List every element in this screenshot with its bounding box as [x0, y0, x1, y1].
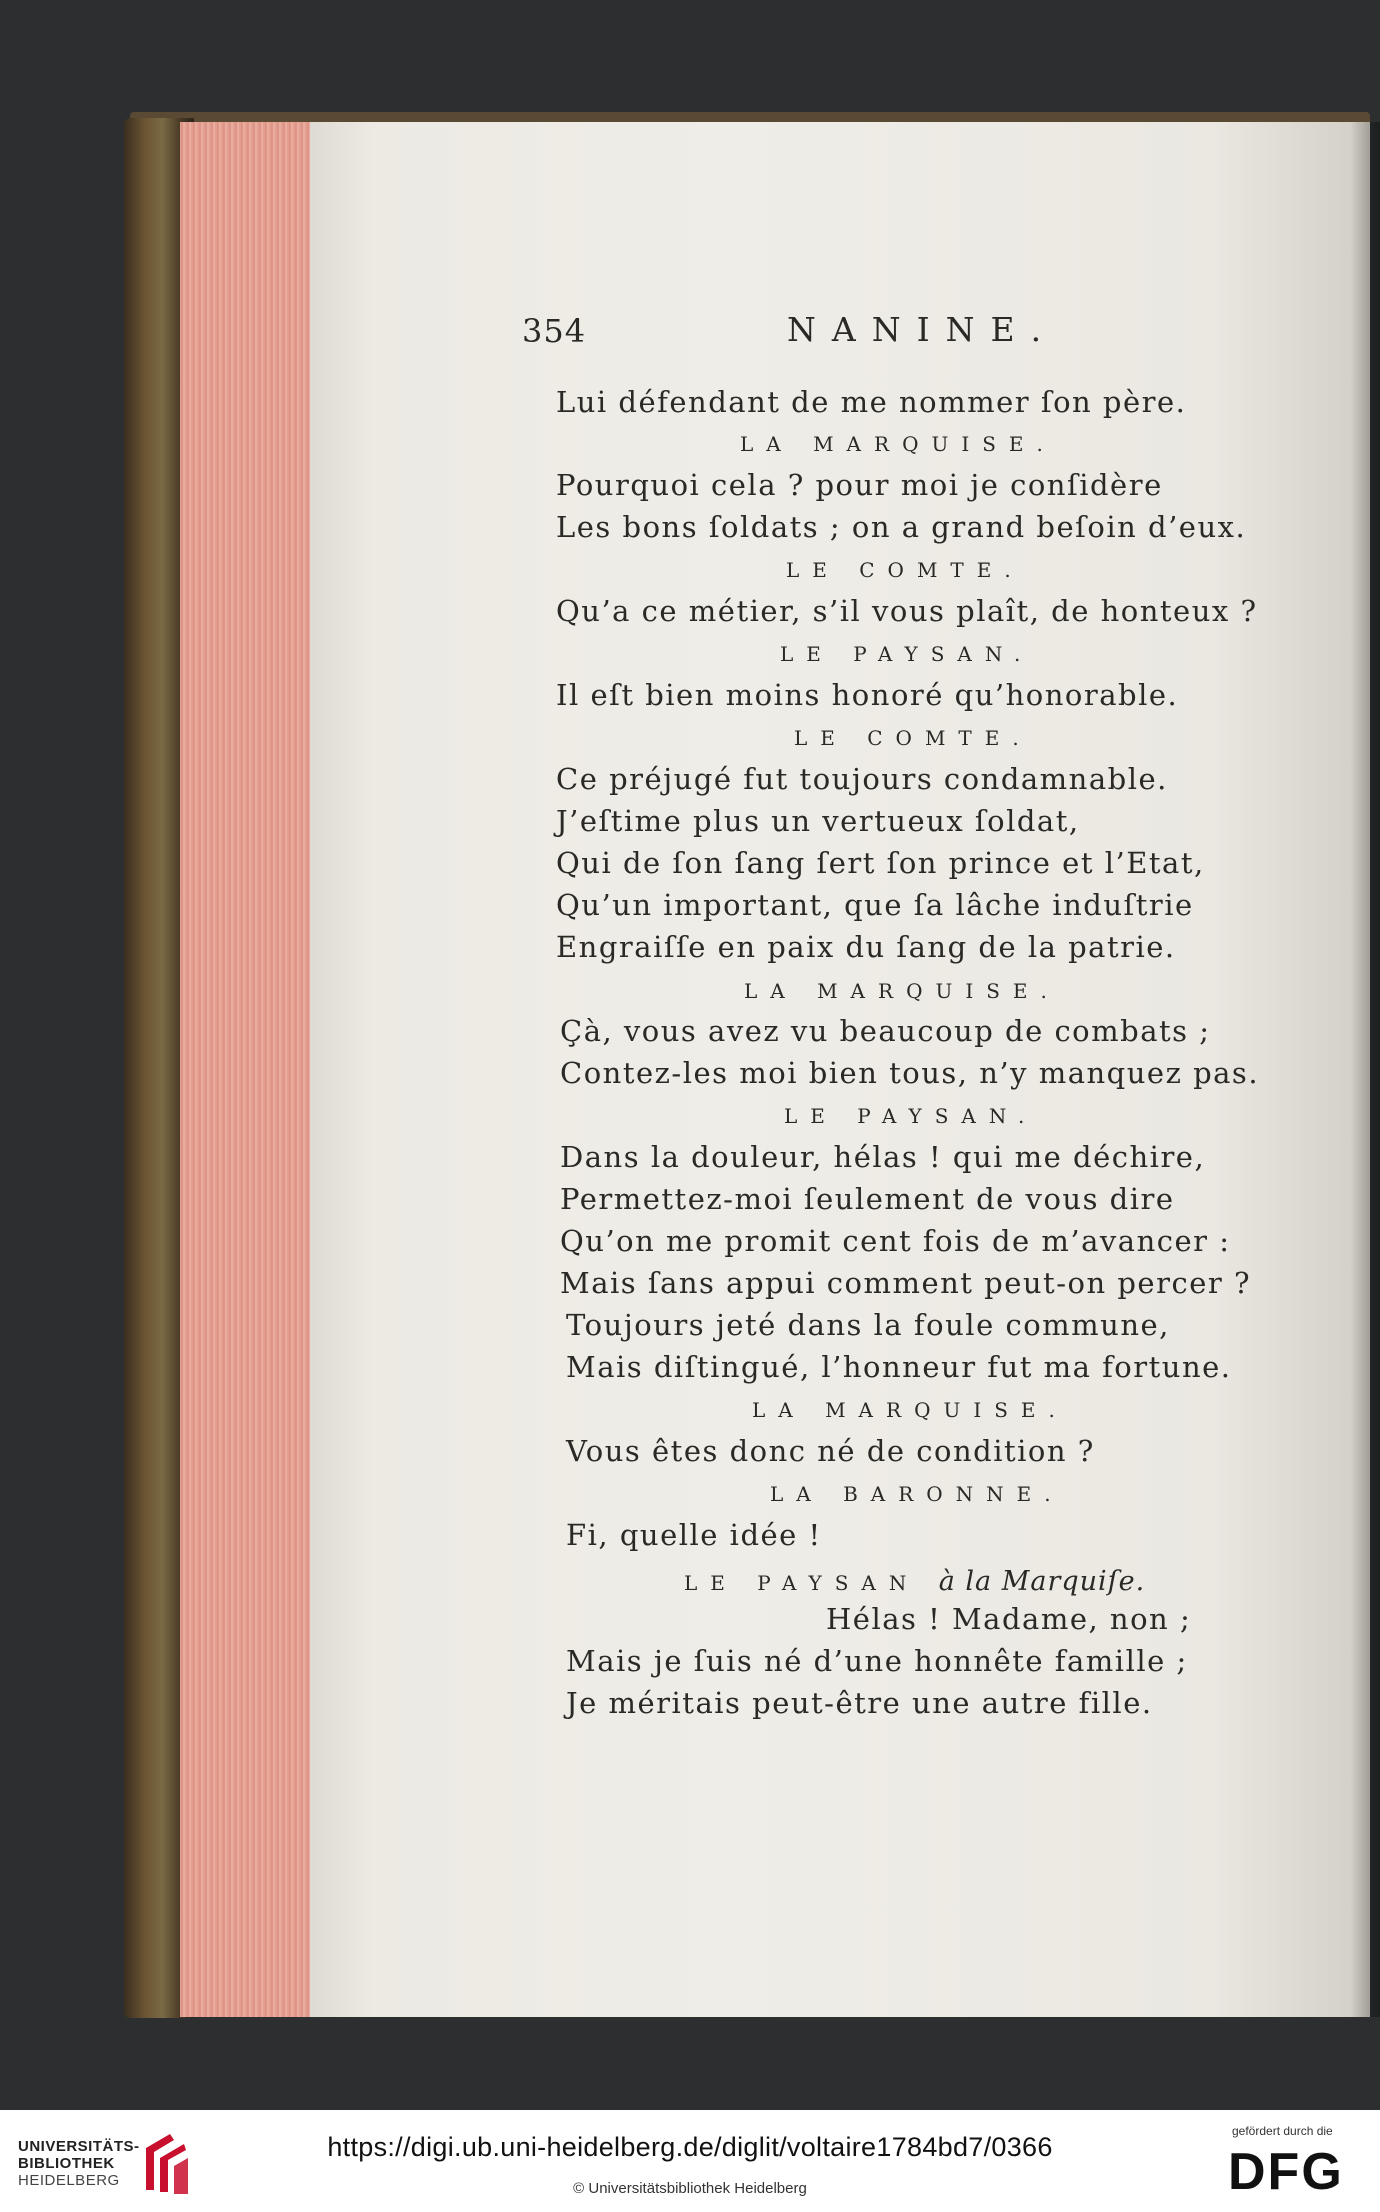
speaker-label: LA BARONNE. — [770, 1482, 1064, 1506]
verse-line: Je méritais peut-être une autre fille. — [566, 1686, 1153, 1720]
verse-line: Les bons ſoldats ; on a grand beſoin d’eux. — [556, 510, 1247, 544]
verse-line: Hélas ! Madame, non ; — [826, 1602, 1192, 1636]
permalink-url[interactable]: https://digi.ub.uni-heidelberg.de/diglit/voltaire1784bd7/0366 — [327, 2132, 1053, 2162]
verse-line: Mais ſans appui comment peut-on percer ? — [560, 1266, 1251, 1300]
verse-line: Qu’on me promit cent fois de m’avancer : — [560, 1224, 1231, 1258]
speaker-label: LA MARQUISE. — [740, 432, 1056, 456]
speaker-label: LE PAYSAN. — [784, 1104, 1038, 1128]
running-head: NANINE. — [787, 310, 1058, 349]
stage-direction: à la Marquiſe. — [938, 1566, 1146, 1597]
speaker-label: LA MARQUISE. — [744, 979, 1060, 1003]
verse-line: J’eſtime plus un vertueux ſoldat, — [556, 804, 1080, 838]
library-name-line: UNIVERSITÄTS- — [18, 2138, 140, 2155]
speaker-label — [684, 1566, 1145, 1597]
verse-line: Pourquoi cela ? pour moi je conſidère — [556, 468, 1163, 502]
page-number: 354 — [522, 312, 587, 350]
speaker-name: LE PAYSAN — [684, 1571, 920, 1595]
speaker-label: LE COMTE. — [786, 558, 1024, 582]
speaker-label: LE PAYSAN. — [780, 642, 1034, 666]
library-name-line: HEIDELBERG — [18, 2172, 120, 2189]
verse-line: Mais diſtingué, l’honneur fut ma fortune. — [566, 1350, 1232, 1384]
speaker-label: LE COMTE. — [794, 726, 1032, 750]
verse-line: Engraiſſe en paix du ſang de la patrie. — [556, 930, 1176, 964]
verse-line: Permettez-moi ſeulement de vous dire — [560, 1182, 1175, 1216]
verse-line: Qu’un important, que ſa lâche induſtrie — [556, 888, 1194, 922]
copyright-notice: © Universitätsbibliothek Heidelberg — [573, 2180, 807, 2197]
verse-line: Çà, vous avez vu beaucoup de combats ; — [560, 1014, 1211, 1048]
verse-line: Dans la douleur, hélas ! qui me déchire, — [560, 1140, 1206, 1174]
library-name-line: BIBLIOTHEK — [18, 2155, 115, 2172]
verse-line: Lui défendant de me nommer ſon père. — [556, 385, 1187, 419]
verse-line: Il eſt bien moins honoré qu’honorable. — [556, 678, 1179, 712]
verse-line: Ce préjugé fut toujours condamnable. — [556, 762, 1168, 796]
footer-bar — [0, 2110, 1380, 2212]
verse-line: Qu’a ce métier, s’il vous plaît, de honteux ? — [556, 594, 1258, 628]
funder-note: gefördert durch die — [1232, 2124, 1333, 2138]
verse-line: Qui de ſon ſang ſert ſon prince et l’Etat, — [556, 846, 1205, 880]
dfg-logo[interactable]: DFG — [1228, 2143, 1344, 2201]
speaker-label: LA MARQUISE. — [752, 1398, 1068, 1422]
verse-line: Mais je ſuis né d’une honnête famille ; — [566, 1644, 1188, 1678]
verse-line: Vous êtes donc né de condition ? — [566, 1434, 1095, 1468]
verse-line: Fi, quelle idée ! — [566, 1518, 822, 1552]
verse-line: Toujours jeté dans la foule commune, — [566, 1308, 1170, 1342]
verse-line: Contez-les moi bien tous, n’y manquez pas. — [560, 1056, 1260, 1090]
